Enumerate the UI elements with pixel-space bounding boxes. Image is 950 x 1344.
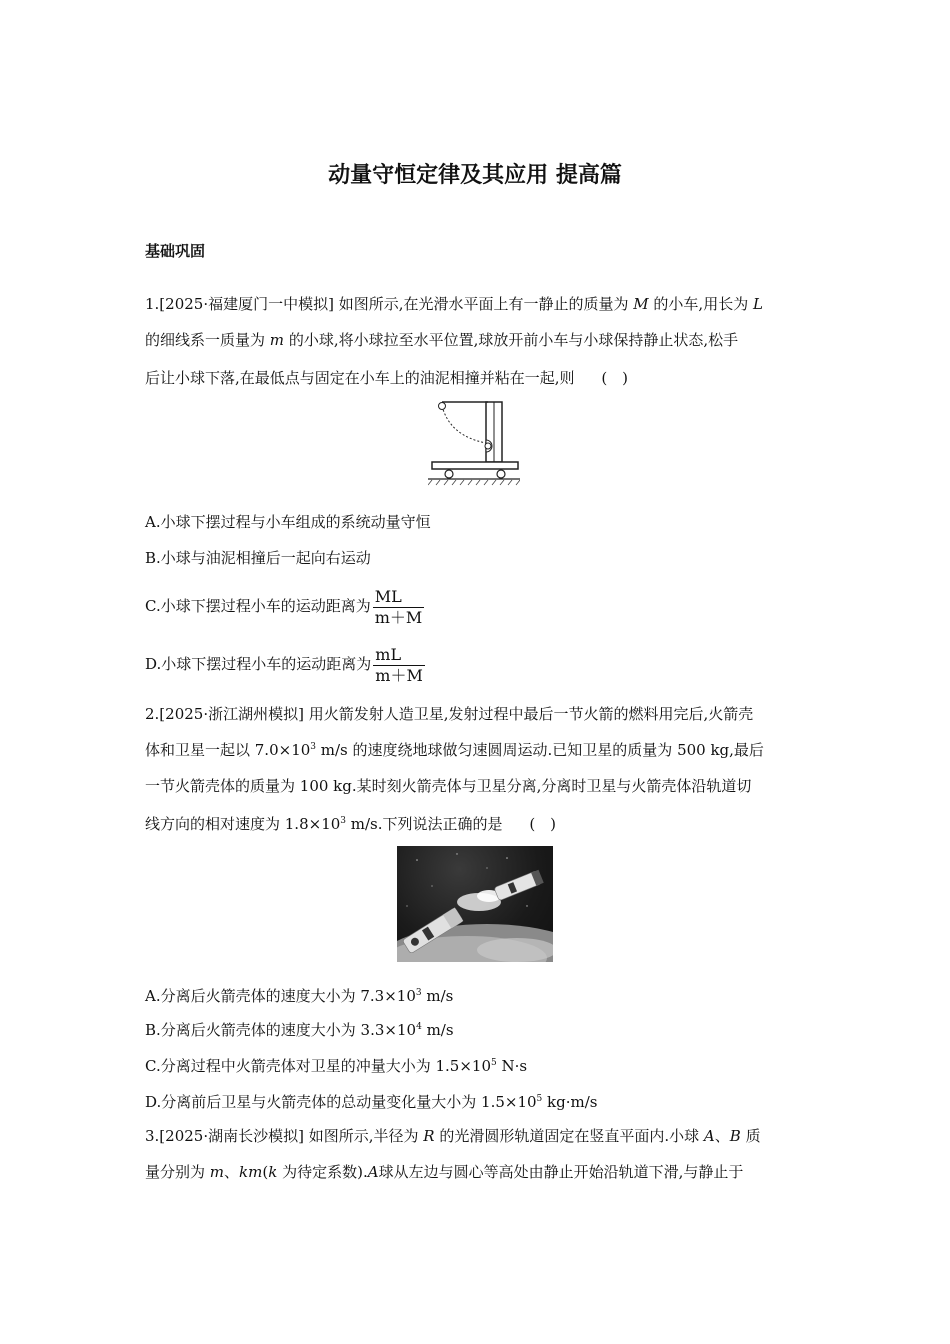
q2-text: m/s.下列说法正确的是 xyxy=(346,815,503,833)
unit: kg·m/s xyxy=(542,1093,598,1111)
q3-text: 、 xyxy=(714,1127,730,1145)
q3-var-k: k xyxy=(239,1163,249,1181)
q1-text: 的小车,用长为 xyxy=(653,295,749,313)
q2-stem-line-1: 2.[2025·浙江湖州模拟] 用火箭发射人造卫星,发射过程中最后一节火箭的燃料用完后,火箭壳 xyxy=(145,705,754,723)
q3-text: 为待定系数). xyxy=(282,1163,368,1181)
q3-text: 的光滑圆形轨道固定在竖直平面内.小球 xyxy=(439,1127,700,1145)
q1-option-d-text: D.小球下摆过程小车的运动距离为 xyxy=(145,655,372,673)
fraction xyxy=(373,587,425,628)
q3-text: 3.[2025·湖南长沙模拟] 如图所示,半径为 xyxy=(145,1127,419,1145)
rocket-illustration xyxy=(397,846,553,962)
q2-option-c-text: C.分离过程中火箭壳体对卫星的冲量大小为 1.5×10 xyxy=(145,1057,491,1075)
q1-var-m: m xyxy=(269,331,285,349)
superscript: 3 xyxy=(415,988,422,998)
q3-var-m: m xyxy=(248,1163,263,1181)
unit: m/s xyxy=(421,987,454,1005)
q3-text: ( xyxy=(262,1163,269,1181)
q3-var-m: m xyxy=(209,1163,225,1181)
q2-option-a[interactable] xyxy=(145,986,453,1006)
cart-pendulum-figure xyxy=(428,396,520,488)
unit: m/s xyxy=(421,1021,454,1039)
fraction-numerator: ML xyxy=(373,587,425,608)
q1-stem-line-2 xyxy=(145,330,738,350)
q1-option-a[interactable]: A.小球下摆过程与小车组成的系统动量守恒 xyxy=(145,513,431,531)
fraction-denominator: m＋M xyxy=(374,607,423,627)
q3-var-B: B xyxy=(729,1127,741,1145)
q2-option-d-text: D.分离前后卫星与火箭壳体的总动量变化量大小为 1.5×10 xyxy=(145,1093,537,1111)
section-heading: 基础巩固 xyxy=(145,242,206,260)
q2-stem-line-2 xyxy=(145,740,764,760)
q3-stem-line-2 xyxy=(145,1162,743,1182)
fraction-denominator: m＋M xyxy=(375,665,423,685)
q2-option-c[interactable] xyxy=(145,1056,527,1076)
q1-text: 的细线系一质量为 xyxy=(145,331,266,349)
q2-text: m/s 的速度绕地球做匀速圆周运动.已知卫星的质量为 500 kg,最后 xyxy=(316,741,764,759)
q1-stem-line-3 xyxy=(145,368,628,388)
q2-text: 体和卫星一起以 7.0×10 xyxy=(145,741,311,759)
fraction-numerator: mL xyxy=(373,645,425,666)
fraction xyxy=(373,645,425,686)
q1-option-c-text: C.小球下摆过程小车的运动距离为 xyxy=(145,597,371,615)
q1-option-d[interactable] xyxy=(145,642,425,686)
unit: N·s xyxy=(496,1057,528,1075)
q1-option-c[interactable] xyxy=(145,584,424,628)
q1-stem-line-1 xyxy=(145,294,763,314)
q3-text: 球从左边与圆心等高处由静止开始沿轨道下滑,与静止于 xyxy=(378,1163,744,1181)
q3-text: 质 xyxy=(745,1127,761,1145)
superscript: 4 xyxy=(416,1022,422,1032)
q1-option-b[interactable]: B.小球与油泥相撞后一起向右运动 xyxy=(145,549,371,567)
q2-stem-line-4 xyxy=(145,814,556,834)
q2-option-b-text: B.分离后火箭壳体的速度大小为 3.3×10 xyxy=(145,1021,417,1039)
superscript: 5 xyxy=(491,1058,497,1068)
q1-var-L: L xyxy=(752,295,763,313)
q1-text: 后让小球下落,在最低点与固定在小车上的油泥相撞并粘在一起,则 xyxy=(145,369,575,387)
superscript: 3 xyxy=(310,742,317,752)
q2-stem-line-3: 一节火箭壳体的质量为 100 kg.某时刻火箭壳体与卫星分离,分离时卫星与火箭壳体沿轨道切 xyxy=(145,777,752,795)
q3-text: 量分别为 xyxy=(145,1163,206,1181)
rocket-satellite-photo xyxy=(397,846,553,962)
q3-text: 、 xyxy=(224,1163,240,1181)
q3-var-R: R xyxy=(423,1127,435,1145)
q3-var-k: k xyxy=(268,1163,278,1181)
q3-var-A: A xyxy=(367,1163,379,1181)
superscript: 3 xyxy=(340,816,347,826)
q2-option-a-text: A.分离后火箭壳体的速度大小为 7.3×10 xyxy=(145,987,416,1005)
q1-text: 1.[2025·福建厦门一中模拟] 如图所示,在光滑水平面上有一静止的质量为 xyxy=(145,295,629,313)
q2-option-b[interactable] xyxy=(145,1020,454,1040)
answer-parentheses: ( ) xyxy=(601,369,629,387)
q2-text: 线方向的相对速度为 1.8×10 xyxy=(145,815,341,833)
q1-text: 的小球,将小球拉至水平位置,球放开前小车与小球保持静止状态,松手 xyxy=(288,331,739,349)
q3-var-A: A xyxy=(703,1127,715,1145)
q2-option-d[interactable] xyxy=(145,1092,597,1112)
superscript: 5 xyxy=(536,1094,543,1104)
q1-var-M: M xyxy=(633,295,649,313)
page-title: 动量守恒定律及其应用 提高篇 xyxy=(328,163,622,188)
answer-parentheses: ( ) xyxy=(529,815,557,833)
q3-stem-line-1 xyxy=(145,1126,761,1146)
